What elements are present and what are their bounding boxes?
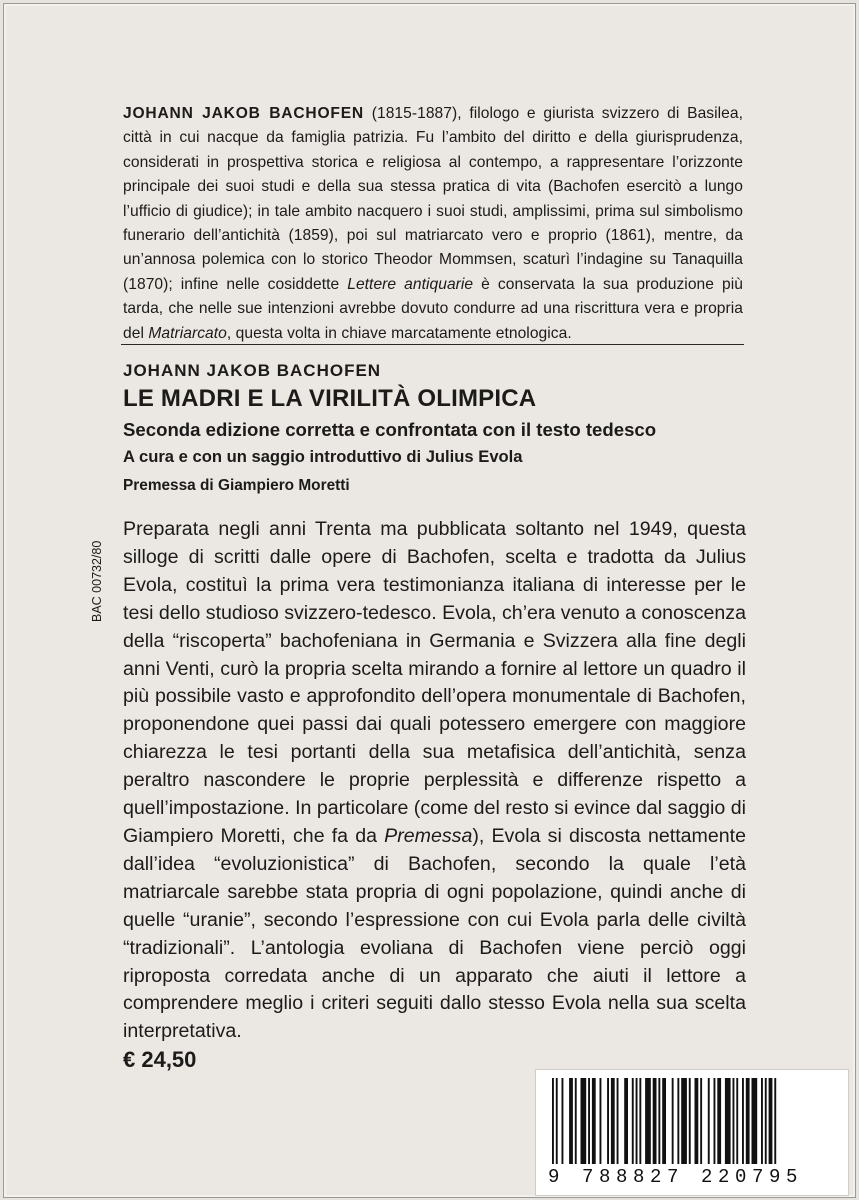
book-blurb xyxy=(123,516,746,1046)
book-subtitle: Seconda edizione corretta e confrontata con il testo tedesco xyxy=(123,419,657,440)
side-code-text: BAC 00732/80 xyxy=(90,540,104,622)
blurb-text: Preparata negli anni Trenta ma pubblicata soltanto nel 1949, questa silloge di scritti dalle opere di Bachofen, scelta e tradotta da Julius Evola, costituì la prima vera testimonianza italiana di interesse per le tesi dello studioso svizzero-tedesco. Evola, ch’era venuto a conoscenza della “riscoperta” bachofeniana in Germania e Svizzera alla fine degli anni Venti, curò la propria scelta mirando a fornire al lettore un quadro il più possibile vasto e approfondito dell’opera monumentale di Bachofen, proponendone quei passi dai quali potessero emergere con maggiore chiarezza le tesi portanti della sua metafisica dell’antichità, senza peraltro nascondere le proprie perplessità e differenze rispetto a quell’impostazione. In particolare (come del resto si evince dal saggio di Giampiero Moretti, che fa da xyxy=(123,518,746,847)
barcode-bar xyxy=(588,1078,590,1164)
barcode-bar xyxy=(742,1078,744,1164)
bio-author-name: JOHANN JAKOB BACHOFEN xyxy=(123,105,364,122)
book-back-cover xyxy=(3,3,856,1198)
barcode-bar xyxy=(562,1078,564,1164)
barcode-bar xyxy=(639,1078,641,1164)
barcode-bar xyxy=(700,1078,702,1164)
barcode-bar xyxy=(636,1078,638,1164)
barcode-bar xyxy=(774,1078,776,1164)
barcode-bar xyxy=(658,1078,660,1164)
bio-text: , questa volta in chiave marcatamente etnologica. xyxy=(226,324,572,342)
barcode-bar xyxy=(746,1078,750,1164)
barcode-bar xyxy=(765,1078,767,1164)
bio-text: è conservata la sua produzione più tarda, che nelle sue intenzioni avrebbe dovuto condurre ad una riscrittura vera e propria del xyxy=(123,275,743,342)
bio-italic-title: Matriarcato xyxy=(148,324,227,342)
barcode-bar xyxy=(681,1078,687,1164)
price: € 24,50 xyxy=(123,1047,197,1072)
barcode-bar xyxy=(725,1078,731,1164)
barcode-bar xyxy=(714,1078,716,1164)
barcode-bar xyxy=(761,1078,763,1164)
barcode-bar xyxy=(708,1078,710,1164)
barcode-bar xyxy=(769,1078,773,1164)
barcode-bar xyxy=(736,1078,738,1164)
barcode-bar xyxy=(617,1078,619,1164)
book-author: JOHANN JAKOB BACHOFEN xyxy=(123,361,382,380)
barcode xyxy=(546,1078,841,1164)
barcode-bar xyxy=(672,1078,674,1164)
book-preface: Premessa di Giampiero Moretti xyxy=(123,477,350,494)
barcode-bar xyxy=(733,1078,735,1164)
blurb-italic: Premessa xyxy=(384,824,473,847)
barcode-bar xyxy=(592,1078,596,1164)
barcode-bar xyxy=(611,1078,615,1164)
author-biography xyxy=(123,102,743,346)
barcode-label xyxy=(535,1069,849,1196)
bio-text: (1815-1887), filologo e giurista svizzero di Basilea, città in cui nacque da famiglia patrizia. Fu l’ambito del diritto e della giurisprudenza, considerati in prospettiva storica e religiosa al contempo, a rappresentare l’orizzonte principale dei suoi studi e della sua stessa pratica di vita (Bachofen esercitò a lungo l’ufficio di giudice); in tale ambito nacquero i suoi studi, amplissimi, prima sul simbolismo funerario dell’antichità (1859), poi sul matriarcato vero e proprio (1861), mentre, da un’annosa polemica con lo storico Theodor Mommsen, scaturì l’indagine su Tanaquilla (1870); infine nelle cosiddette xyxy=(123,105,743,293)
barcode-bar xyxy=(607,1078,609,1164)
barcode-bar xyxy=(645,1078,651,1164)
divider-line xyxy=(121,344,744,345)
barcode-bar xyxy=(689,1078,691,1164)
isbn-number: 9 788827 220795 xyxy=(548,1166,804,1188)
blurb-text: ), Evola si discosta nettamente dall’idea “evoluzionistica” di Bachofen, secondo la quale l’età matriarcale sarebbe stata propria di ogni popolazione, quindi anche di quelle “uranie”, secondo l’espressione con cui Evola parla delle civiltà “tradizionali”. L’antologia evoliana di Bachofen viene perciò oggi riproposta corredata anche di un apparato che aiuti il lettore a comprendere meglio i criteri seguiti dallo stesso Evola nella sua scelta interpretativa. xyxy=(123,824,747,1043)
barcode-bar xyxy=(575,1078,577,1164)
barcode-bar xyxy=(600,1078,602,1164)
barcode-bar xyxy=(632,1078,634,1164)
book-editor: A cura e con un saggio introduttivo di Julius Evola xyxy=(123,447,523,466)
barcode-bar xyxy=(581,1078,587,1164)
barcode-bar xyxy=(569,1078,573,1164)
barcode-bar xyxy=(752,1078,758,1164)
bio-italic-title: Lettere antiquarie xyxy=(347,275,474,293)
barcode-bar xyxy=(552,1078,554,1164)
barcode-bar xyxy=(662,1078,666,1164)
barcode-bar xyxy=(556,1078,558,1164)
barcode-bar xyxy=(677,1078,679,1164)
book-title: LE MADRI E LA VIRILITÀ OLIMPICA xyxy=(123,385,537,412)
barcode-bar xyxy=(717,1078,721,1164)
barcode-bar xyxy=(653,1078,657,1164)
barcode-bar xyxy=(624,1078,628,1164)
barcode-bar xyxy=(695,1078,699,1164)
